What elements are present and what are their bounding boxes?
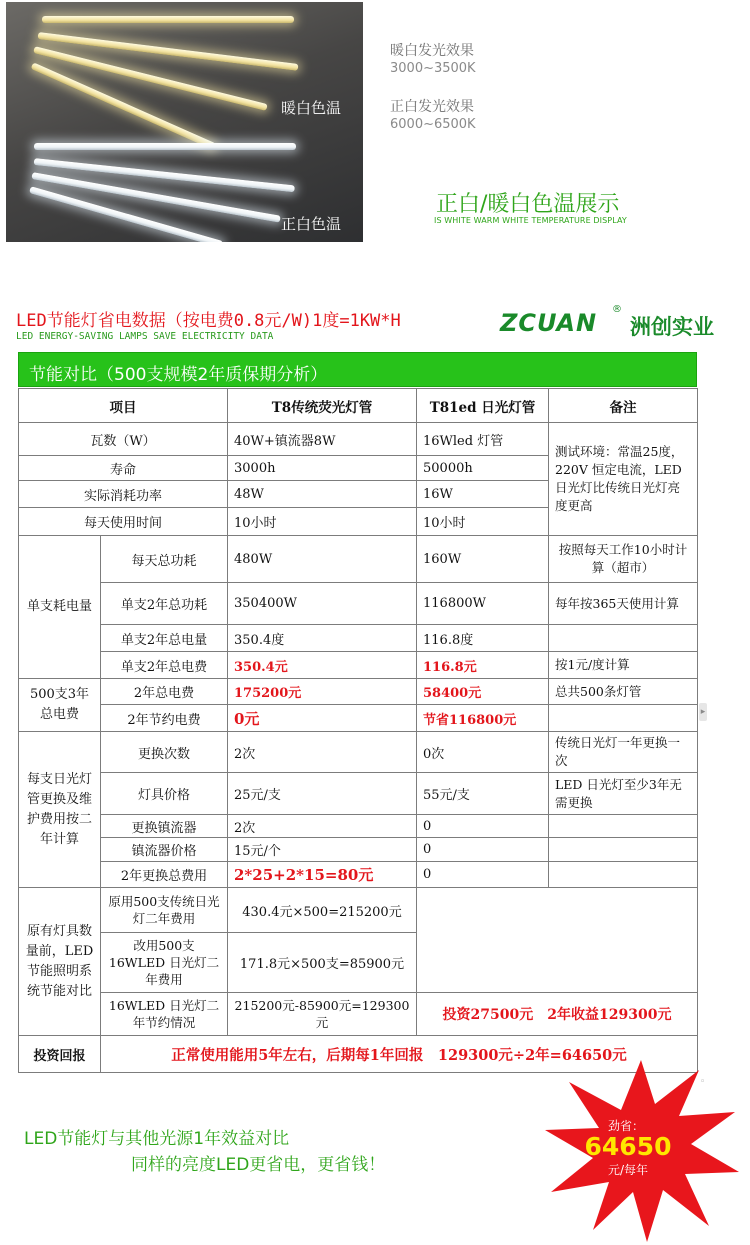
row-t8: 480W [228,536,417,583]
empty-cell [417,888,698,993]
table-row [19,862,698,888]
header-note: 备注 [549,389,698,423]
basic-note: 测试环境：常温25度，220V 恒定电流，LED 日光灯比传统日光灯亮度更高 [549,423,698,536]
table-row [19,679,698,705]
row-t8: 175200元 [228,679,417,705]
comparison-banner [18,352,697,387]
group-label-maintenance: 每支日光灯管更换及维护费用按二年计算 [19,732,101,888]
table-row [19,773,698,815]
row-value: 430.4元×500=215200元 [228,888,417,933]
table-row [19,732,698,773]
row-led: 0 [417,815,549,838]
row-note [549,815,698,838]
cool-label: 正白色温 [281,215,342,233]
row-led: 节省116800元 [417,705,549,732]
cool-tube [34,158,295,192]
row-note: 总共500条灯管 [549,679,698,705]
row-led: 10小时 [417,508,549,536]
group-label-total-fee: 500支3年总电费 [19,679,101,732]
row-item: 2年节约电费 [101,705,228,732]
table-row [19,536,698,583]
warm-tube [42,16,294,23]
led-data-subtitle: LED ENERGY-SAVING LAMPS SAVE ELECTRICITY DATA [16,331,274,342]
row-item: 寿命 [19,456,228,481]
row-note: 每年按365天使用计算 [549,583,698,625]
registered-mark: ® [612,304,622,315]
footer-line-2: 同样的亮度LED更省电，更省钱！ [131,1155,386,1175]
row-item: 实际消耗功率 [19,481,228,508]
row-led: 50000h [417,456,549,481]
row-item: 2年总电费 [101,679,228,705]
warm-tube [38,32,299,71]
roi-label: 投资回报 [19,1036,101,1073]
row-t8: 350.4度 [228,625,417,652]
table-row [19,815,698,838]
brand-logo: ZCUAN [500,309,598,337]
row-led: 0 [417,862,549,888]
row-item: 灯具价格 [101,773,228,815]
row-led: 116.8元 [417,652,549,679]
cool-effect [390,96,476,132]
row-item: 瓦数（W） [19,423,228,456]
row-item: 2年更换总费用 [101,862,228,888]
roi-text: 正常使用能用5年左右，后期每1年回报 129300元÷2年=64650元 [101,1036,698,1073]
row-item: 更换镇流器 [101,815,228,838]
display-title: 正白/暖白色温展示 [436,192,620,217]
group-label-system-comparison: 原有灯具数量前，LED 节能照明系统节能对比 [19,888,101,1036]
badge-amount: 64650 [584,1132,672,1161]
row-led: 16Wled 灯管 [417,423,549,456]
banner-text: 节能对比（500支规模2年质保期分析） [29,365,328,385]
table-header-row [19,389,698,423]
header-item: 项目 [19,389,228,423]
row-item: 单支2年总功耗 [101,583,228,625]
led-data-title: LED节能灯省电数据（按电费0.8元/W)1度=1KW*H [16,311,401,331]
table-row [19,652,698,679]
row-item: 改用500支16WLED 日光灯二年费用 [101,933,228,993]
row-item: 原用500支传统日光灯二年费用 [101,888,228,933]
row-t8: 10小时 [228,508,417,536]
display-subtitle: IS WHITE WARM WHITE TEMPERATURE DISPLAY [434,216,627,225]
group-label-single-consumption: 单支耗电量 [19,536,101,679]
row-t8: 48W [228,481,417,508]
row-item: 单支2年总电费 [101,652,228,679]
row-item: 16WLED 日光灯二年节约情况 [101,993,228,1036]
header-t8: T8传统荧光灯管 [228,389,417,423]
row-led: 160W [417,536,549,583]
resize-corner-icon: ◦ [700,1077,706,1087]
row-t8: 0元 [228,705,417,732]
table-row [19,888,698,933]
table-row [19,625,698,652]
badge-label: 劲省： [607,1119,644,1133]
cool-tube [34,143,296,150]
expand-handle[interactable]: ▸ [699,703,707,721]
row-t8: 25元/支 [228,773,417,815]
warm-effect [390,40,476,76]
row-t8: 2次 [228,815,417,838]
row-led: 55元/支 [417,773,549,815]
row-note [549,862,698,888]
row-t8: 350400W [228,583,417,625]
row-led: 58400元 [417,679,549,705]
row-t8: 2*25+2*15=80元 [228,862,417,888]
header-led: T81ed 日光灯管 [417,389,549,423]
row-t8: 15元/个 [228,838,417,862]
table-row [19,993,698,1036]
row-led: 116800W [417,583,549,625]
row-note: LED 日光灯至少3年无需更换 [549,773,698,815]
footer-line-1: LED节能灯与其他光源1年效益对比 [24,1129,290,1149]
row-t8: 40W+镇流器8W [228,423,417,456]
warm-effect-title: 暖白发光效果 [390,43,474,59]
row-note: 传统日光灯一年更换一次 [549,732,698,773]
row-t8: 2次 [228,732,417,773]
row-led: 116.8度 [417,625,549,652]
row-led: 0次 [417,732,549,773]
invest-note: 投资27500元 2年收益129300元 [417,993,698,1036]
row-led: 16W [417,481,549,508]
row-led: 0 [417,838,549,862]
row-item: 更换次数 [101,732,228,773]
table-row [19,423,698,456]
warm-effect-kelvin: 3000~3500K [390,61,476,76]
row-t8: 3000h [228,456,417,481]
comparison-table [18,388,698,1073]
table-row [19,705,698,732]
row-value: 215200元-85900元=129300元 [228,993,417,1036]
row-note [549,838,698,862]
warm-label: 暖白色温 [281,99,342,117]
row-item: 单支2年总电量 [101,625,228,652]
table-row [19,838,698,862]
row-note: 按照每天工作10小时计算（超市） [549,536,698,583]
tube-comparison-photo [6,2,363,242]
cool-effect-kelvin: 6000~6500K [390,117,476,132]
row-t8: 350.4元 [228,652,417,679]
brand-name: 洲创实业 [630,315,714,339]
badge-unit: 元/每年 [607,1163,649,1177]
cool-effect-title: 正白发光效果 [390,99,474,115]
table-row [19,583,698,625]
row-value: 171.8元×500支=85900元 [228,933,417,993]
row-note: 按1元/度计算 [549,652,698,679]
row-note [549,625,698,652]
row-item: 每天使用时间 [19,508,228,536]
row-item: 每天总功耗 [101,536,228,583]
row-note [549,705,698,732]
row-item: 镇流器价格 [101,838,228,862]
